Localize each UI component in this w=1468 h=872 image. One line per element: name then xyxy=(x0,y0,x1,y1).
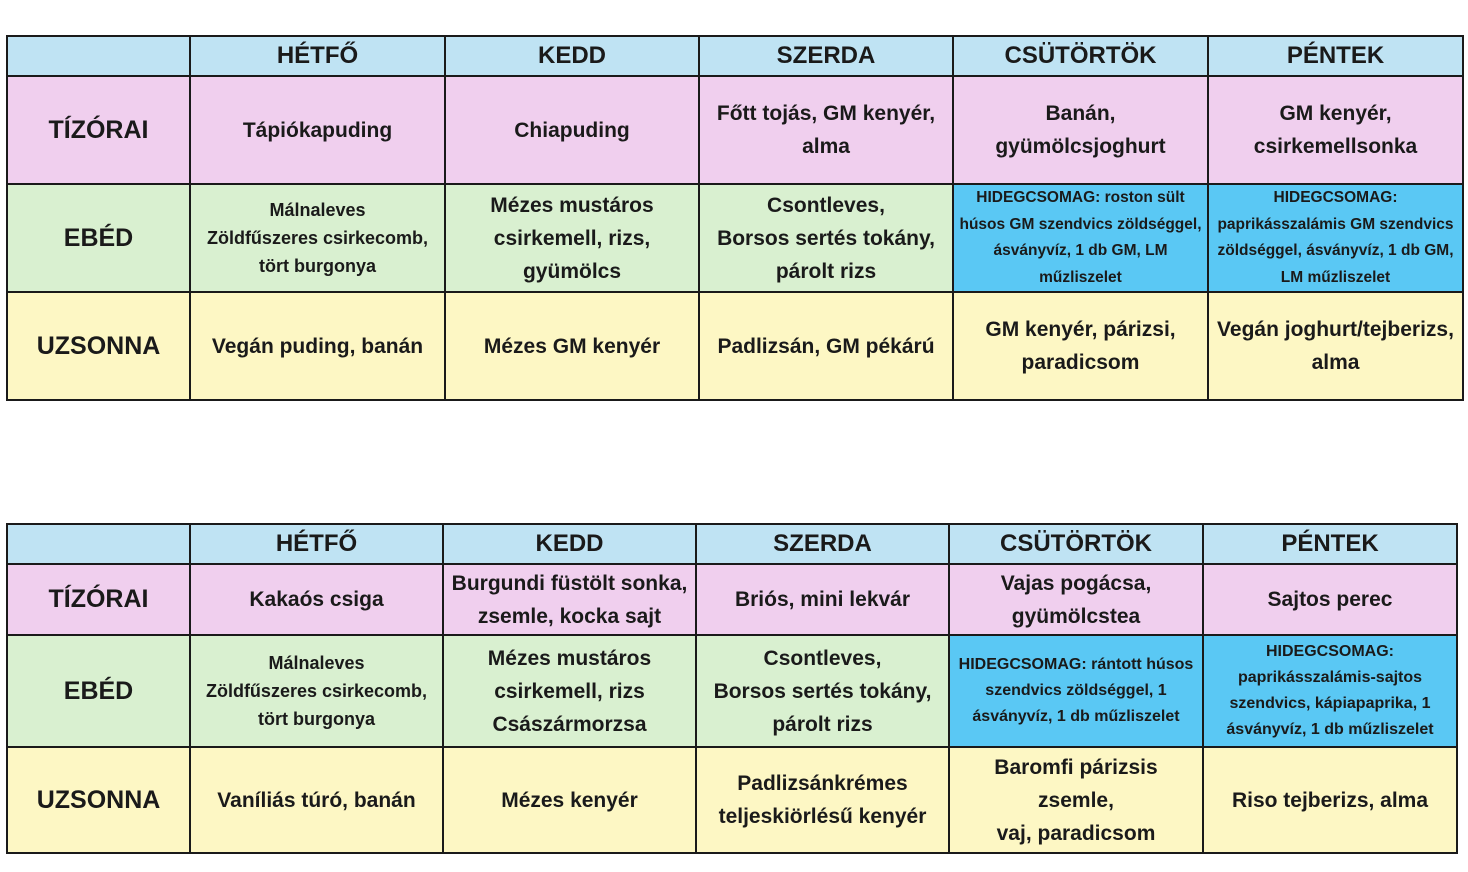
menu-cell: Csontleves, Borsos sertés tokány, párolt rizs xyxy=(699,184,953,292)
row-label: TÍZÓRAI xyxy=(7,564,190,635)
menu-cell: Mézes mustáros csirkemell, rizs Császármorzsa xyxy=(443,635,696,747)
menu-cell: Mézes mustáros csirkemell, rizs, gyümölcs xyxy=(445,184,699,292)
ebed-row xyxy=(7,184,1463,292)
row-label: UZSONNA xyxy=(7,747,190,853)
menu-cell: Vaníliás túró, banán xyxy=(190,747,443,853)
menu-cell: Burgundi füstölt sonka, zsemle, kocka sajt xyxy=(443,564,696,635)
menu-cell: GM kenyér, csirkemellsonka xyxy=(1208,76,1463,184)
menu-cell: Riso tejberizs, alma xyxy=(1203,747,1457,853)
day-header: PÉNTEK xyxy=(1203,524,1457,564)
menu-cell: Vegán joghurt/tejberizs, alma xyxy=(1208,292,1463,400)
menu-cell: Vajas pogácsa, gyümölcstea xyxy=(949,564,1203,635)
menu-cell: Csontleves, Borsos sertés tokány, párolt rizs xyxy=(696,635,949,747)
menu-cell: Kakaós csiga xyxy=(190,564,443,635)
row-label: EBÉD xyxy=(7,184,190,292)
menu-cell: Briós, mini lekvár xyxy=(696,564,949,635)
menu-cell: Sajtos perec xyxy=(1203,564,1457,635)
corner-cell xyxy=(7,36,190,76)
ebed-row xyxy=(7,635,1457,747)
cold-package-cell: HIDEGCSOMAG: paprikásszalámis-sajtos szendvics, kápiapaprika, 1 ásványvíz, 1 db műzliszelet xyxy=(1203,635,1457,747)
corner-cell xyxy=(7,524,190,564)
uzsonna-row xyxy=(7,747,1457,853)
menu-cell: Baromfi párizsis zsemle, vaj, paradicsom xyxy=(949,747,1203,853)
weekly-menu-table-1 xyxy=(6,35,1464,401)
menu-cell: Mézes GM kenyér xyxy=(445,292,699,400)
menu-cell: GM kenyér, párizsi, paradicsom xyxy=(953,292,1208,400)
cold-package-cell: HIDEGCSOMAG: paprikásszalámis GM szendvics zöldséggel, ásványvíz, 1 db GM, LM műzliszelet xyxy=(1208,184,1463,292)
menu-cell: Főtt tojás, GM kenyér, alma xyxy=(699,76,953,184)
menu-cell: Padlizsánkrémes teljeskiörlésű kenyér xyxy=(696,747,949,853)
menu-cell: Chiapuding xyxy=(445,76,699,184)
weekly-menu-table-2 xyxy=(6,523,1458,854)
menu-cell: Mézes kenyér xyxy=(443,747,696,853)
cold-package-cell: HIDEGCSOMAG: roston sült húsos GM szendvics zöldséggel, ásványvíz, 1 db GM, LM műzliszelet xyxy=(953,184,1208,292)
day-header: HÉTFŐ xyxy=(190,524,443,564)
uzsonna-row xyxy=(7,292,1463,400)
day-header: CSÜTÖRTÖK xyxy=(953,36,1208,76)
header-row xyxy=(7,524,1457,564)
menu-cell: Tápiókapuding xyxy=(190,76,445,184)
tizorai-row xyxy=(7,76,1463,184)
day-header: KEDD xyxy=(445,36,699,76)
menu-cell: Padlizsán, GM pékárú xyxy=(699,292,953,400)
day-header: HÉTFŐ xyxy=(190,36,445,76)
menu-cell: Málnaleves Zöldfűszeres csirkecomb, tört burgonya xyxy=(190,184,445,292)
cold-package-cell: HIDEGCSOMAG: rántott húsos szendvics zöldséggel, 1 ásványvíz, 1 db műzliszelet xyxy=(949,635,1203,747)
tizorai-row xyxy=(7,564,1457,635)
day-header: SZERDA xyxy=(699,36,953,76)
row-label: TÍZÓRAI xyxy=(7,76,190,184)
day-header: PÉNTEK xyxy=(1208,36,1463,76)
row-label: EBÉD xyxy=(7,635,190,747)
header-row xyxy=(7,36,1463,76)
day-header: CSÜTÖRTÖK xyxy=(949,524,1203,564)
row-label: UZSONNA xyxy=(7,292,190,400)
day-header: SZERDA xyxy=(696,524,949,564)
menu-cell: Málnaleves Zöldfűszeres csirkecomb, tört burgonya xyxy=(190,635,443,747)
menu-cell: Vegán puding, banán xyxy=(190,292,445,400)
day-header: KEDD xyxy=(443,524,696,564)
menu-cell: Banán, gyümölcsjoghurt xyxy=(953,76,1208,184)
